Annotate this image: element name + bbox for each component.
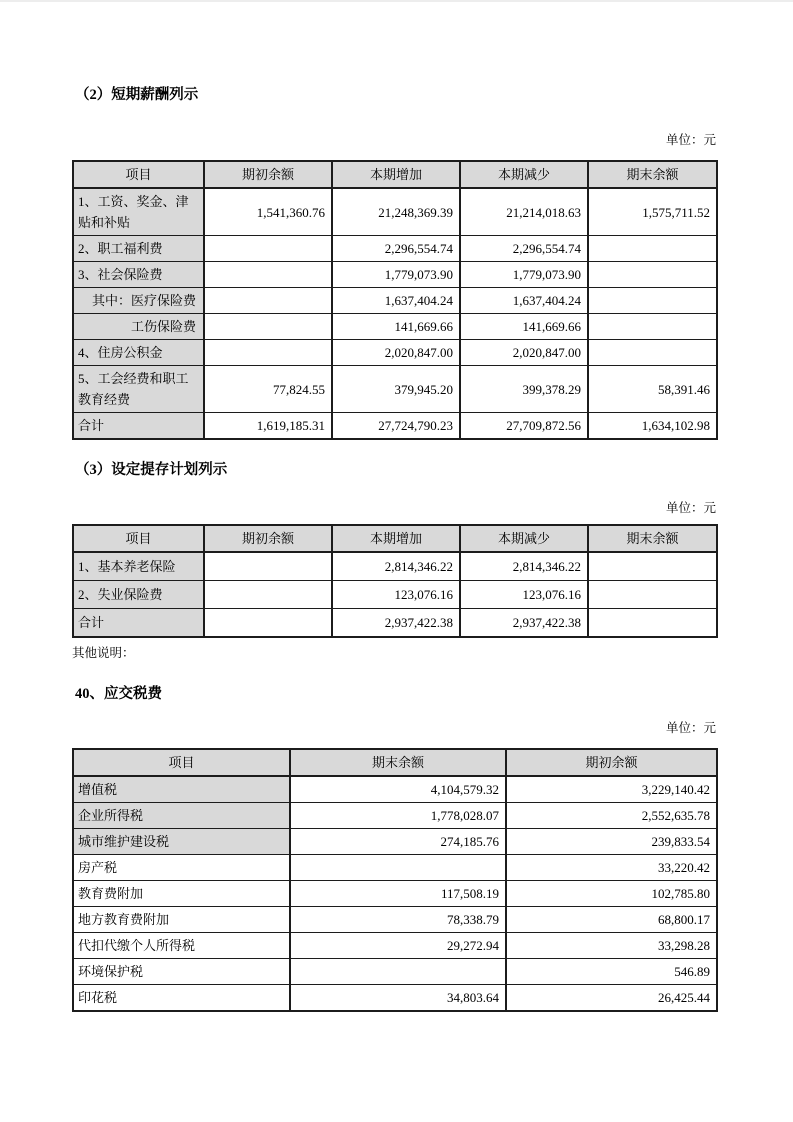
amount-cell: 2,814,346.22 — [332, 552, 460, 581]
row-label-cell: 增值税 — [73, 776, 290, 803]
amount-cell: 546.89 — [506, 959, 717, 985]
table-row — [73, 288, 717, 314]
amount-cell — [290, 959, 506, 985]
row-label-cell: 房产税 — [73, 855, 290, 881]
row-label-cell-indented: 其中：医疗保险费 — [73, 288, 204, 314]
table-row — [73, 855, 717, 881]
row-label-cell: 地方教育费附加 — [73, 907, 290, 933]
table-header-row — [73, 161, 717, 188]
amount-cell: 77,824.55 — [204, 366, 332, 413]
header-current-decrease: 本期减少 — [460, 525, 588, 552]
row-label-cell: 4、住房公积金 — [73, 340, 204, 366]
amount-cell: 4,104,579.32 — [290, 776, 506, 803]
amount-cell: 141,669.66 — [460, 314, 588, 340]
amount-cell: 34,803.64 — [290, 985, 506, 1012]
row-label-cell: 代扣代缴个人所得税 — [73, 933, 290, 959]
section-title-taxes-payable: 40、应交税费 — [75, 686, 162, 702]
total-label-cell: 合计 — [73, 609, 204, 638]
row-label-cell: 城市维护建设税 — [73, 829, 290, 855]
amount-cell: 123,076.16 — [332, 581, 460, 609]
amount-cell: 2,937,422.38 — [332, 609, 460, 638]
amount-cell — [204, 262, 332, 288]
amount-cell: 2,814,346.22 — [460, 552, 588, 581]
table-row — [73, 933, 717, 959]
header-opening-balance: 期初余额 — [204, 161, 332, 188]
amount-cell: 2,552,635.78 — [506, 803, 717, 829]
table-row — [73, 881, 717, 907]
amount-cell: 3,229,140.42 — [506, 776, 717, 803]
header-closing-balance: 期末余额 — [588, 525, 717, 552]
header-opening-balance: 期初余额 — [506, 749, 717, 776]
amount-cell: 379,945.20 — [332, 366, 460, 413]
amount-cell — [588, 236, 717, 262]
amount-cell: 27,724,790.23 — [332, 413, 460, 440]
header-item: 项目 — [73, 161, 204, 188]
row-label-cell: 1、基本养老保险 — [73, 552, 204, 581]
header-item: 项目 — [73, 749, 290, 776]
defined-contribution-plan-table — [72, 524, 718, 638]
table-header-row — [73, 749, 717, 776]
amount-cell: 68,800.17 — [506, 907, 717, 933]
amount-cell: 1,575,711.52 — [588, 188, 717, 236]
amount-cell — [204, 552, 332, 581]
row-label-cell: 1、工资、奖金、津贴和补贴 — [73, 188, 204, 236]
amount-cell: 2,937,422.38 — [460, 609, 588, 638]
table-total-row — [73, 413, 717, 440]
amount-cell — [588, 340, 717, 366]
amount-cell — [290, 855, 506, 881]
table-total-row — [73, 609, 717, 638]
table-row — [73, 581, 717, 609]
unit-label: 单位：元 — [665, 501, 716, 515]
amount-cell: 26,425.44 — [506, 985, 717, 1012]
section-title-short-term-compensation: （2）短期薪酬列示 — [75, 87, 199, 103]
table-row — [73, 959, 717, 985]
amount-cell: 2,296,554.74 — [460, 236, 588, 262]
amount-cell — [204, 340, 332, 366]
unit-label: 单位：元 — [665, 721, 716, 735]
amount-cell — [588, 581, 717, 609]
table-row — [73, 340, 717, 366]
unit-label: 单位：元 — [665, 133, 716, 147]
table-row — [73, 188, 717, 236]
header-closing-balance: 期末余额 — [588, 161, 717, 188]
row-label-cell: 2、失业保险费 — [73, 581, 204, 609]
amount-cell: 1,619,185.31 — [204, 413, 332, 440]
amount-cell: 117,508.19 — [290, 881, 506, 907]
table-row — [73, 552, 717, 581]
row-label-cell-indented: 工伤保险费 — [73, 314, 204, 340]
amount-cell: 29,272.94 — [290, 933, 506, 959]
amount-cell: 27,709,872.56 — [460, 413, 588, 440]
amount-cell: 2,296,554.74 — [332, 236, 460, 262]
amount-cell: 21,214,018.63 — [460, 188, 588, 236]
table-row — [73, 803, 717, 829]
amount-cell: 33,220.42 — [506, 855, 717, 881]
row-label-cell: 3、社会保险费 — [73, 262, 204, 288]
table-row — [73, 262, 717, 288]
header-opening-balance: 期初余额 — [204, 525, 332, 552]
amount-cell: 239,833.54 — [506, 829, 717, 855]
amount-cell: 33,298.28 — [506, 933, 717, 959]
amount-cell: 1,637,404.24 — [332, 288, 460, 314]
header-current-increase: 本期增加 — [332, 525, 460, 552]
amount-cell: 274,185.76 — [290, 829, 506, 855]
amount-cell: 2,020,847.00 — [332, 340, 460, 366]
amount-cell: 1,779,073.90 — [460, 262, 588, 288]
amount-cell: 1,778,028.07 — [290, 803, 506, 829]
amount-cell: 102,785.80 — [506, 881, 717, 907]
header-current-increase: 本期增加 — [332, 161, 460, 188]
taxes-payable-table — [72, 748, 718, 1012]
amount-cell: 2,020,847.00 — [460, 340, 588, 366]
amount-cell: 78,338.79 — [290, 907, 506, 933]
row-label-cell: 印花税 — [73, 985, 290, 1012]
row-label-cell: 教育费附加 — [73, 881, 290, 907]
amount-cell: 399,378.29 — [460, 366, 588, 413]
short-term-compensation-table — [72, 160, 718, 440]
table-row — [73, 776, 717, 803]
amount-cell: 1,779,073.90 — [332, 262, 460, 288]
amount-cell — [588, 552, 717, 581]
amount-cell: 1,541,360.76 — [204, 188, 332, 236]
other-note-label: 其他说明： — [72, 646, 135, 660]
row-label-cell: 2、职工福利费 — [73, 236, 204, 262]
table-row — [73, 985, 717, 1012]
amount-cell: 141,669.66 — [332, 314, 460, 340]
amount-cell — [204, 314, 332, 340]
table-row — [73, 829, 717, 855]
page-content — [0, 2, 793, 1012]
table-row — [73, 236, 717, 262]
amount-cell — [204, 609, 332, 638]
header-item: 项目 — [73, 525, 204, 552]
row-label-cell: 环境保护税 — [73, 959, 290, 985]
table-header-row — [73, 525, 717, 552]
amount-cell: 123,076.16 — [460, 581, 588, 609]
amount-cell — [588, 609, 717, 638]
amount-cell — [588, 262, 717, 288]
amount-cell — [588, 314, 717, 340]
total-label-cell: 合计 — [73, 413, 204, 440]
section-title-defined-contribution-plan: （3）设定提存计划列示 — [75, 462, 228, 478]
amount-cell: 21,248,369.39 — [332, 188, 460, 236]
table-row — [73, 314, 717, 340]
header-current-decrease: 本期减少 — [460, 161, 588, 188]
row-label-cell: 企业所得税 — [73, 803, 290, 829]
amount-cell — [204, 581, 332, 609]
table-row — [73, 907, 717, 933]
header-closing-balance: 期末余额 — [290, 749, 506, 776]
row-label-cell: 5、工会经费和职工教育经费 — [73, 366, 204, 413]
amount-cell — [204, 236, 332, 262]
amount-cell: 58,391.46 — [588, 366, 717, 413]
amount-cell: 1,634,102.98 — [588, 413, 717, 440]
amount-cell — [204, 288, 332, 314]
table-row — [73, 366, 717, 413]
amount-cell — [588, 288, 717, 314]
amount-cell: 1,637,404.24 — [460, 288, 588, 314]
